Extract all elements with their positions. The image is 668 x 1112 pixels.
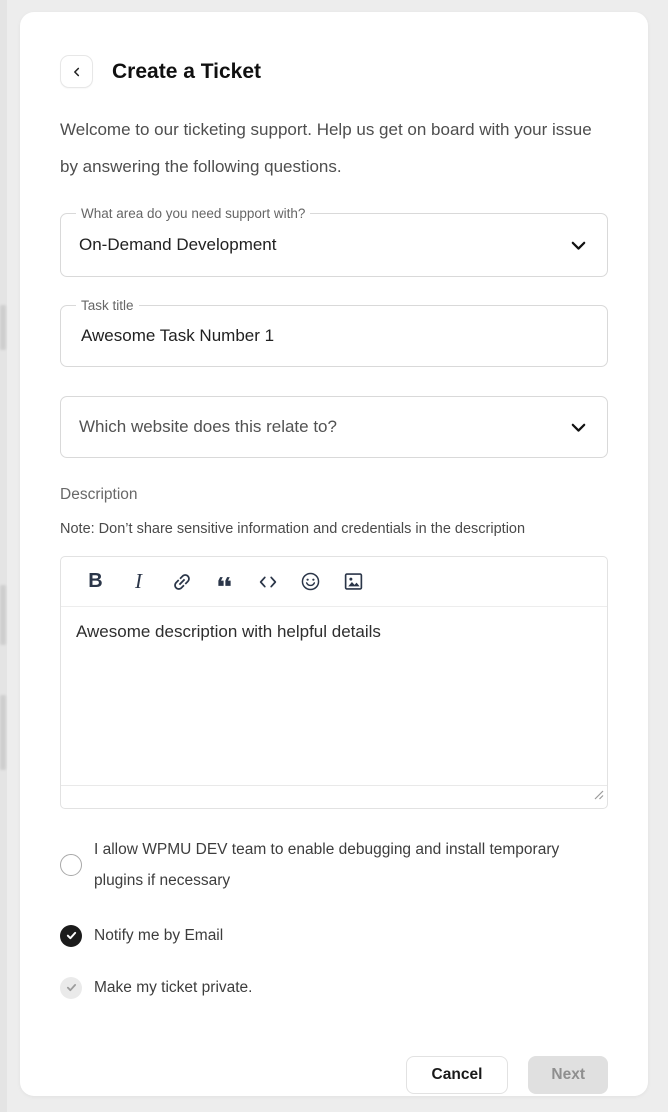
image-button[interactable] [339,567,369,597]
emoji-button[interactable] [296,567,326,597]
background-ghost-text [0,305,6,350]
task-title-label: Task title [76,297,139,314]
back-button[interactable] [60,55,93,88]
debugging-consent-checkbox[interactable] [60,834,608,896]
page-title: Create a Ticket [112,59,262,83]
link-icon [166,566,197,597]
italic-icon: I [135,569,142,593]
italic-button[interactable] [124,567,154,597]
action-bar [60,1056,608,1094]
image-icon [343,571,364,592]
chevron-down-icon [568,235,589,256]
editor-footer [61,785,607,808]
create-ticket-modal [20,12,648,1096]
notify-email-checkbox[interactable] [60,920,608,951]
description-label: Description [60,486,138,503]
checkbox-disabled-checked-icon [60,977,82,999]
support-area-value: On-Demand Development [79,235,277,254]
task-title-input[interactable] [79,325,589,347]
link-button[interactable] [167,567,197,597]
support-area-select[interactable] [60,206,608,277]
cancel-button[interactable]: Cancel [406,1056,509,1094]
chevron-left-icon [70,65,84,79]
resize-grip[interactable] [592,787,604,805]
intro-text: Welcome to our ticketing support. Help us get on board with your issue by answering the following questions. [60,120,592,176]
task-title-field [60,298,608,367]
emoji-icon [300,571,321,592]
website-select-placeholder: Which website does this relate to? [79,417,337,436]
checkbox-checked-icon[interactable] [60,925,82,947]
description-textarea[interactable]: Awesome description with helpful details [76,622,381,641]
bold-icon: B [88,570,103,592]
bold-button[interactable] [81,567,111,597]
modal-header [60,12,608,88]
private-ticket-checkbox [60,972,608,1003]
blockquote-icon [214,571,235,592]
background-ghost-text [0,585,6,645]
editor-toolbar [61,557,607,607]
code-icon [257,571,279,593]
checkbox-unchecked-icon[interactable] [60,854,82,876]
blockquote-button[interactable] [210,567,240,597]
background-edge [0,0,7,1112]
debugging-consent-label: I allow WPMU DEV team to enable debugging and install temporary plugins if necessary [94,841,560,889]
next-button[interactable]: Next [528,1056,608,1094]
website-select[interactable] [60,396,608,458]
background-ghost-text [0,695,6,770]
chevron-down-icon [568,417,589,438]
support-area-label: What area do you need support with? [76,205,310,222]
description-note: Note: Don’t share sensitive information and credentials in the description [60,521,526,537]
code-button[interactable] [253,567,283,597]
description-editor [60,556,608,809]
private-ticket-label: Make my ticket private. [94,979,253,996]
notify-email-label: Notify me by Email [94,927,224,944]
